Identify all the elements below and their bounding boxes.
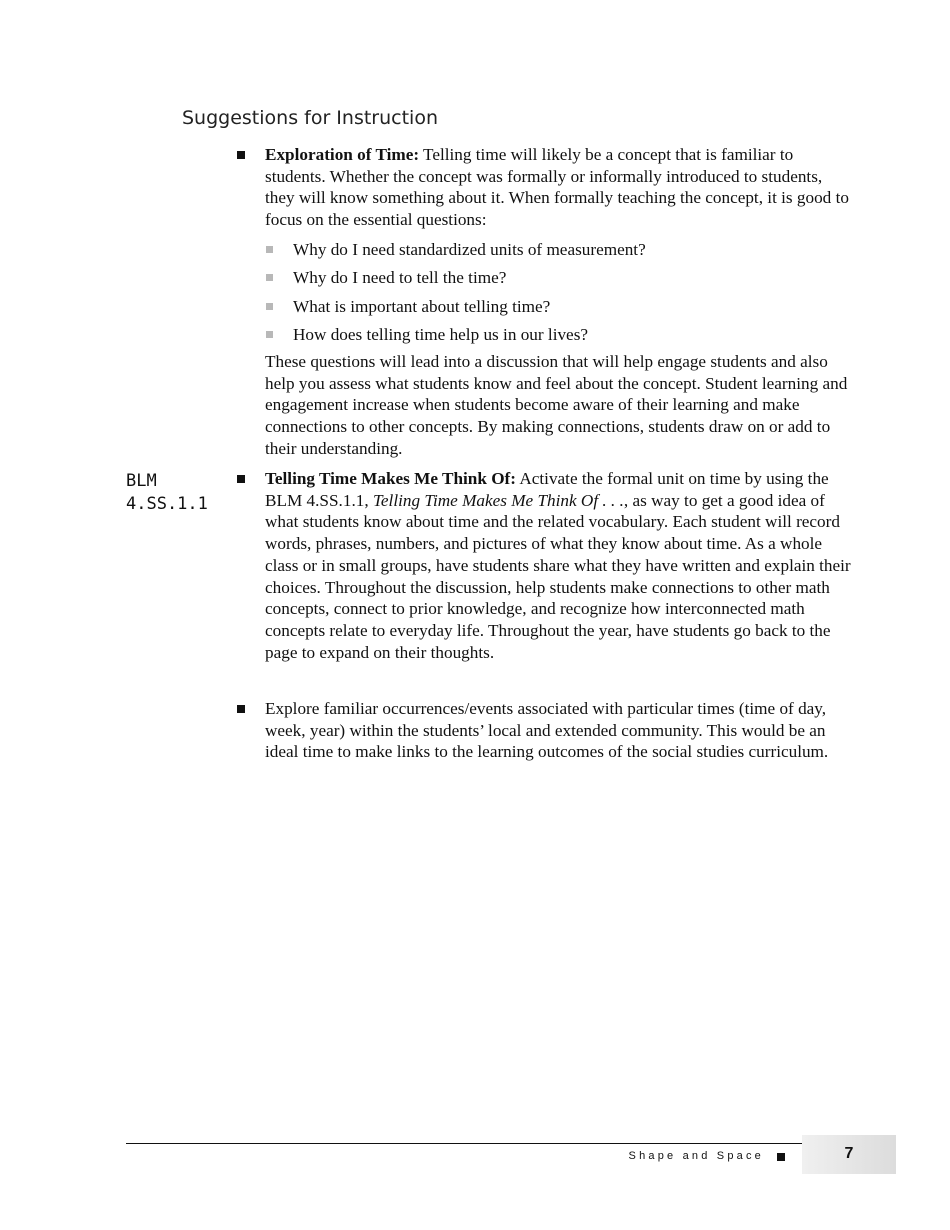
footer-rule xyxy=(126,1143,802,1144)
list-item xyxy=(265,324,855,346)
list-item xyxy=(265,267,855,289)
essential-questions-list xyxy=(265,239,855,346)
footer-section-title: Shape and Space xyxy=(628,1150,764,1162)
blm-margin-label xyxy=(126,470,208,516)
question-text: How does telling time help us in our lives? xyxy=(293,325,589,345)
sub-bullet-square-icon xyxy=(266,303,273,310)
bullet-explore-paragraph: Explore familiar occurrences/events associated with particular times (time of day, week, year) within the students’ local and extended community. This would be an ideal time to make links to the learning outcomes of the social studies curriculum. xyxy=(265,699,829,762)
question-text: Why do I need to tell the time? xyxy=(293,268,507,288)
blm-label-line1: BLM xyxy=(126,471,157,491)
bullet-exploration-of-time xyxy=(265,144,855,460)
list-item xyxy=(265,239,855,261)
bullet-exploration-paragraph xyxy=(265,144,855,231)
question-text: Why do I need standardized units of measurement? xyxy=(293,239,646,259)
bullet-explore-familiar-occurrences xyxy=(265,698,855,763)
bullet-body-text: Activate the formal unit on time by using the BLM 4.SS.1.1, xyxy=(265,469,829,510)
sub-bullet-square-icon xyxy=(266,274,273,281)
question-text: What is important about telling time? xyxy=(293,296,551,316)
bullet-body-text: Telling time will likely be a concept that is familiar to students. Whether the concept was formally or informally introduced to students, they will know something about it. When formally teaching the concept, it is good to focus on the essential questions: xyxy=(265,145,849,230)
blm-title-italic: Telling Time Makes Me Think Of . . . xyxy=(372,490,624,510)
bullet-telling-time-makes-me-think xyxy=(265,468,855,663)
page-number-box xyxy=(802,1135,896,1174)
bullet-square-icon xyxy=(237,705,245,713)
section-heading: Suggestions for Instruction xyxy=(182,107,438,129)
bullet-body-text-continued: , as way to get a good idea of what students know about time and the related vocabulary. Each student will record words, phrases, numbers, and pictures of what they know about time. As a whole class or in small groups, have students share what they have written and explain their choices. Throughout the discussion, help students make connections to other math concepts, connect to prior knowledge, and recognize how interconnected math concepts relate to everyday life. Throughout the year, have students go back to the page to expand on their thoughts. xyxy=(265,490,851,662)
footer-square-icon xyxy=(777,1153,785,1161)
page-number: 7 xyxy=(844,1145,854,1162)
bullet-title: Exploration of Time: xyxy=(265,145,420,164)
bullet-square-icon xyxy=(237,475,245,483)
bullet-title: Telling Time Makes Me Think Of: xyxy=(265,469,517,488)
bullet-square-icon xyxy=(237,151,245,159)
list-item xyxy=(265,296,855,318)
sub-bullet-square-icon xyxy=(266,246,273,253)
bullet-telling-time-paragraph xyxy=(265,468,855,663)
blm-label-line2: 4.SS.1.1 xyxy=(126,494,208,514)
discussion-paragraph: These questions will lead into a discussion that will help engage students and also help you assess what students know and feel about the concept. Student learning and engagement increase when students become aware of their learning and make connections to other concepts. By making connections, students draw on or add to their understanding. xyxy=(265,352,848,458)
sub-bullet-square-icon xyxy=(266,331,273,338)
